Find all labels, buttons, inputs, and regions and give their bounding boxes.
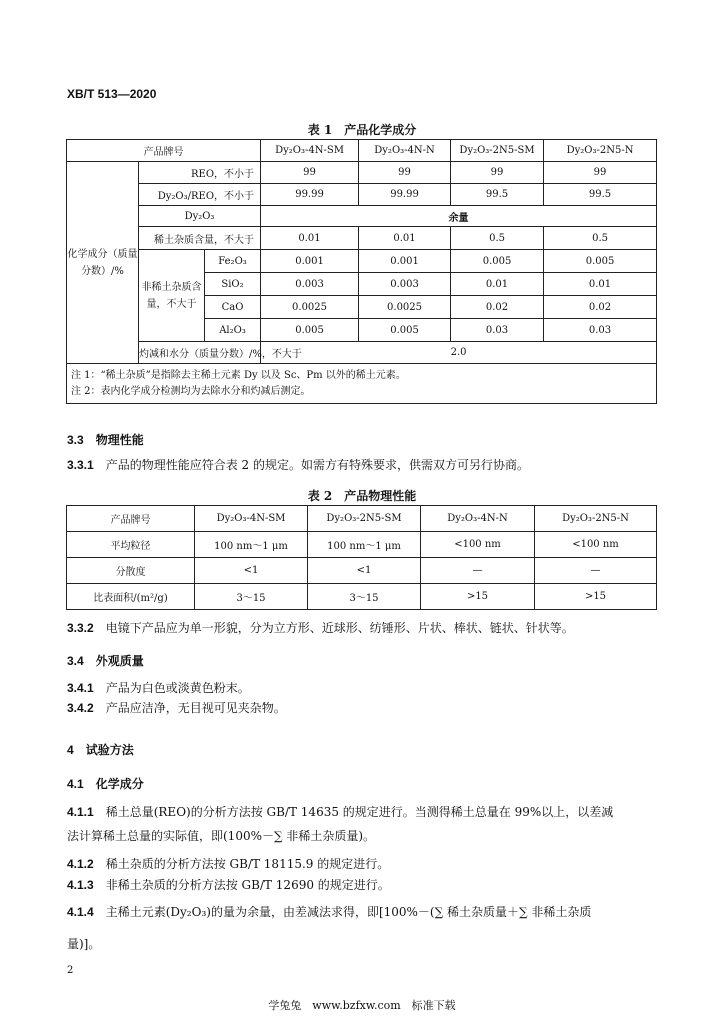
grade-cell: Dy₂O₃-4N-N	[359, 140, 451, 162]
balance-cell: 余量	[261, 206, 657, 227]
row-label: Dy₂O₃	[139, 206, 261, 227]
grade-cell: Dy₂O₃-2N5-N	[535, 506, 657, 532]
table-note: 注 2：表内化学成分检测均为去除水分和灼减后测定。	[71, 385, 311, 397]
header-grade-label: 产品牌号	[67, 506, 195, 532]
value-cell: 99.5	[544, 184, 657, 206]
section-heading: 4.1 化学成分	[67, 777, 144, 791]
value-cell: 0.02	[451, 296, 544, 319]
value-cell: <1	[308, 558, 421, 584]
value-cell: 0.02	[544, 296, 657, 319]
paragraph: 3.4.1 产品为白色或淡黄色粉末。	[67, 681, 250, 695]
row-label: 稀土杂质含量，不大于	[139, 227, 261, 250]
value-cell: 2.0	[261, 342, 657, 364]
paragraph: 4.1.4 主稀土元素(Dy₂O₃)的量为余量，由差减法求得，即[100%－(∑ 稀土杂质量＋∑ 非稀土杂质	[67, 905, 592, 919]
value-cell: 0.0025	[261, 296, 359, 319]
row-label: REO，不小于	[139, 162, 261, 184]
value-cell: 0.005	[544, 250, 657, 273]
value-cell: <1	[195, 558, 308, 584]
value-cell: 0.0025	[359, 296, 451, 319]
paragraph-continuation: 法计算稀土总量的实际值，即(100%－∑ 非稀土杂质量)。	[67, 829, 376, 843]
value-cell: 0.01	[261, 227, 359, 250]
table-notes-row	[67, 364, 657, 404]
value-cell: 0.003	[261, 273, 359, 296]
value-cell: >15	[535, 584, 657, 610]
value-cell: 99.5	[451, 184, 544, 206]
footer-watermark: 学兔兔 www.bzfxw.com 标准下载	[268, 999, 456, 1012]
value-cell: >15	[421, 584, 535, 610]
value-cell: —	[421, 558, 535, 584]
paragraph: 4.1.1 稀土总量(REO)的分析方法按 GB/T 14635 的规定进行。当测得稀土总量在 99%以上，以差减	[67, 805, 614, 819]
paragraph: 4.1.3 非稀土杂质的分析方法按 GB/T 12690 的规定进行。	[67, 878, 390, 892]
section-heading: 3.4 外观质量	[67, 654, 144, 668]
table-row	[67, 250, 657, 273]
table-row	[67, 162, 657, 184]
table-header-row	[67, 506, 657, 532]
table2-title: 表 2 产品物理性能	[307, 489, 417, 503]
grade-cell: Dy₂O₃-4N-N	[421, 506, 535, 532]
section-heading: 4 试验方法	[67, 743, 134, 757]
header-grade-label: 产品牌号	[67, 140, 261, 162]
value-cell: 0.03	[451, 319, 544, 342]
row-label: Al₂O₃	[205, 319, 261, 342]
value-cell: 0.003	[359, 273, 451, 296]
value-cell: 0.005	[359, 319, 451, 342]
table-header-row	[67, 140, 657, 162]
chemical-composition-table	[66, 139, 657, 404]
value-cell: 0.5	[451, 227, 544, 250]
value-cell: 100 nm～1 μm	[308, 532, 421, 558]
value-cell: 0.001	[359, 250, 451, 273]
grade-cell: Dy₂O₃-4N-SM	[261, 140, 359, 162]
value-cell: 99	[451, 162, 544, 184]
value-cell: 99	[544, 162, 657, 184]
paragraph-continuation: 量)]。	[67, 937, 101, 951]
value-cell: 0.005	[261, 319, 359, 342]
value-cell: 0.005	[451, 250, 544, 273]
value-cell: 0.01	[359, 227, 451, 250]
value-cell: 3～15	[195, 584, 308, 610]
value-cell: 0.01	[451, 273, 544, 296]
row-label: SiO₂	[205, 273, 261, 296]
table1-title: 表 1 产品化学成分	[307, 123, 417, 137]
value-cell: 0.001	[261, 250, 359, 273]
table-note: 注 1：“稀土杂质”是指除去主稀土元素 Dy 以及 Sc、Pm 以外的稀土元素。	[71, 369, 406, 381]
value-cell: —	[535, 558, 657, 584]
value-cell: 99	[261, 162, 359, 184]
row-label: Fe₂O₃	[205, 250, 261, 273]
composition-group-label: 化学成分（质量分数）/%	[67, 162, 139, 364]
row-label: CaO	[205, 296, 261, 319]
table-row	[67, 184, 657, 206]
grade-cell: Dy₂O₃-4N-SM	[195, 506, 308, 532]
paragraph: 4.1.2 稀土杂质的分析方法按 GB/T 18115.9 的规定进行。	[67, 857, 390, 871]
row-label: 比表面积/(m²/g)	[67, 584, 195, 610]
table-row	[67, 584, 657, 610]
value-cell: 0.5	[544, 227, 657, 250]
table-row	[67, 227, 657, 250]
paragraph: 3.4.2 产品应洁净，无目视可见夹杂物。	[67, 701, 286, 715]
value-cell: 0.01	[544, 273, 657, 296]
grade-cell: Dy₂O₃-2N5-SM	[451, 140, 544, 162]
grade-cell: Dy₂O₃-2N5-N	[544, 140, 657, 162]
row-label: Dy₂O₃/REO，不小于	[139, 184, 261, 206]
table-row	[67, 532, 657, 558]
table-row	[67, 206, 657, 227]
value-cell: 3～15	[308, 584, 421, 610]
physical-properties-table	[66, 505, 657, 610]
standard-number: XB/T 513—2020	[67, 87, 157, 101]
row-label: 平均粒径	[67, 532, 195, 558]
table-row	[67, 342, 657, 364]
grade-cell: Dy₂O₃-2N5-SM	[308, 506, 421, 532]
value-cell: 99.99	[359, 184, 451, 206]
non-re-impurity-label: 非稀土杂质含量，不大于	[139, 250, 205, 342]
value-cell: 99.99	[261, 184, 359, 206]
row-label: 灼减和水分（质量分数）/%，不大于	[139, 342, 261, 364]
paragraph: 3.3.2 电镜下产品应为单一形貌，分为立方形、近球形、纺锤形、片状、棒状、链状、针状等。	[67, 621, 574, 635]
value-cell: <100 nm	[421, 532, 535, 558]
value-cell: <100 nm	[535, 532, 657, 558]
value-cell: 100 nm～1 μm	[195, 532, 308, 558]
value-cell: 0.03	[544, 319, 657, 342]
table-row	[67, 558, 657, 584]
page-number: 2	[67, 965, 74, 976]
value-cell: 99	[359, 162, 451, 184]
section-heading: 3.3 物理性能	[67, 433, 144, 447]
paragraph: 3.3.1 产品的物理性能应符合表 2 的规定。如需方有特殊要求，供需双方可另行协商。	[67, 458, 529, 472]
row-label: 分散度	[67, 558, 195, 584]
